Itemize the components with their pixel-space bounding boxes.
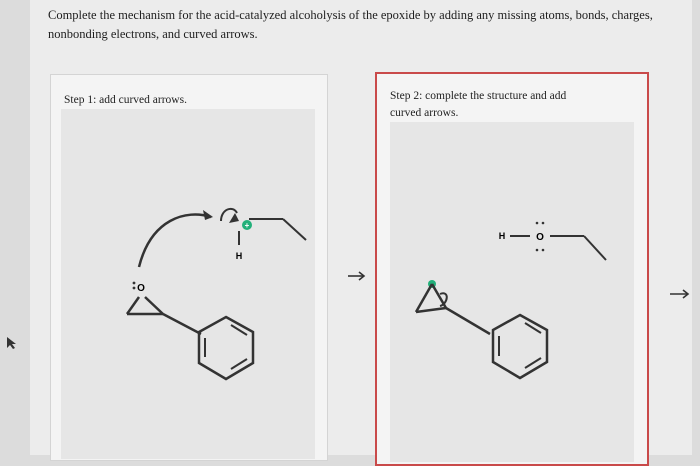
step2-drawing-canvas[interactable] [390, 122, 634, 462]
charge-label: + [244, 221, 250, 230]
step1-label: Step 1: add curved arrows. [64, 94, 187, 106]
epoxide-oxygen-label: O [137, 283, 145, 294]
cursor-arrow-icon [6, 336, 18, 350]
question-text: Complete the mechanism for the acid-catalyzed alcoholysis of the epoxide by adding any missing atoms, bonds, charges, nonbonding electrons, and curved arrows. [48, 8, 653, 41]
step1-panel [50, 74, 328, 461]
hydrogen-label: H [498, 231, 506, 241]
benzene-ring [493, 315, 547, 378]
question-page [30, 0, 692, 455]
step2-panel [375, 72, 649, 466]
reaction-arrow-icon [348, 270, 368, 282]
oxygen-label: O [536, 232, 544, 243]
next-arrow-icon [670, 288, 692, 300]
step2-label: Step 2: complete the structure and add curved arrows. [390, 90, 567, 119]
step2-molecule [390, 122, 634, 462]
curved-arrow [139, 215, 211, 267]
curved-arrow-head [203, 210, 213, 220]
step1-molecule [61, 109, 315, 459]
hydrogen-label: H [235, 251, 243, 261]
step1-drawing-canvas[interactable] [61, 109, 315, 459]
benzene-ring [199, 317, 253, 379]
